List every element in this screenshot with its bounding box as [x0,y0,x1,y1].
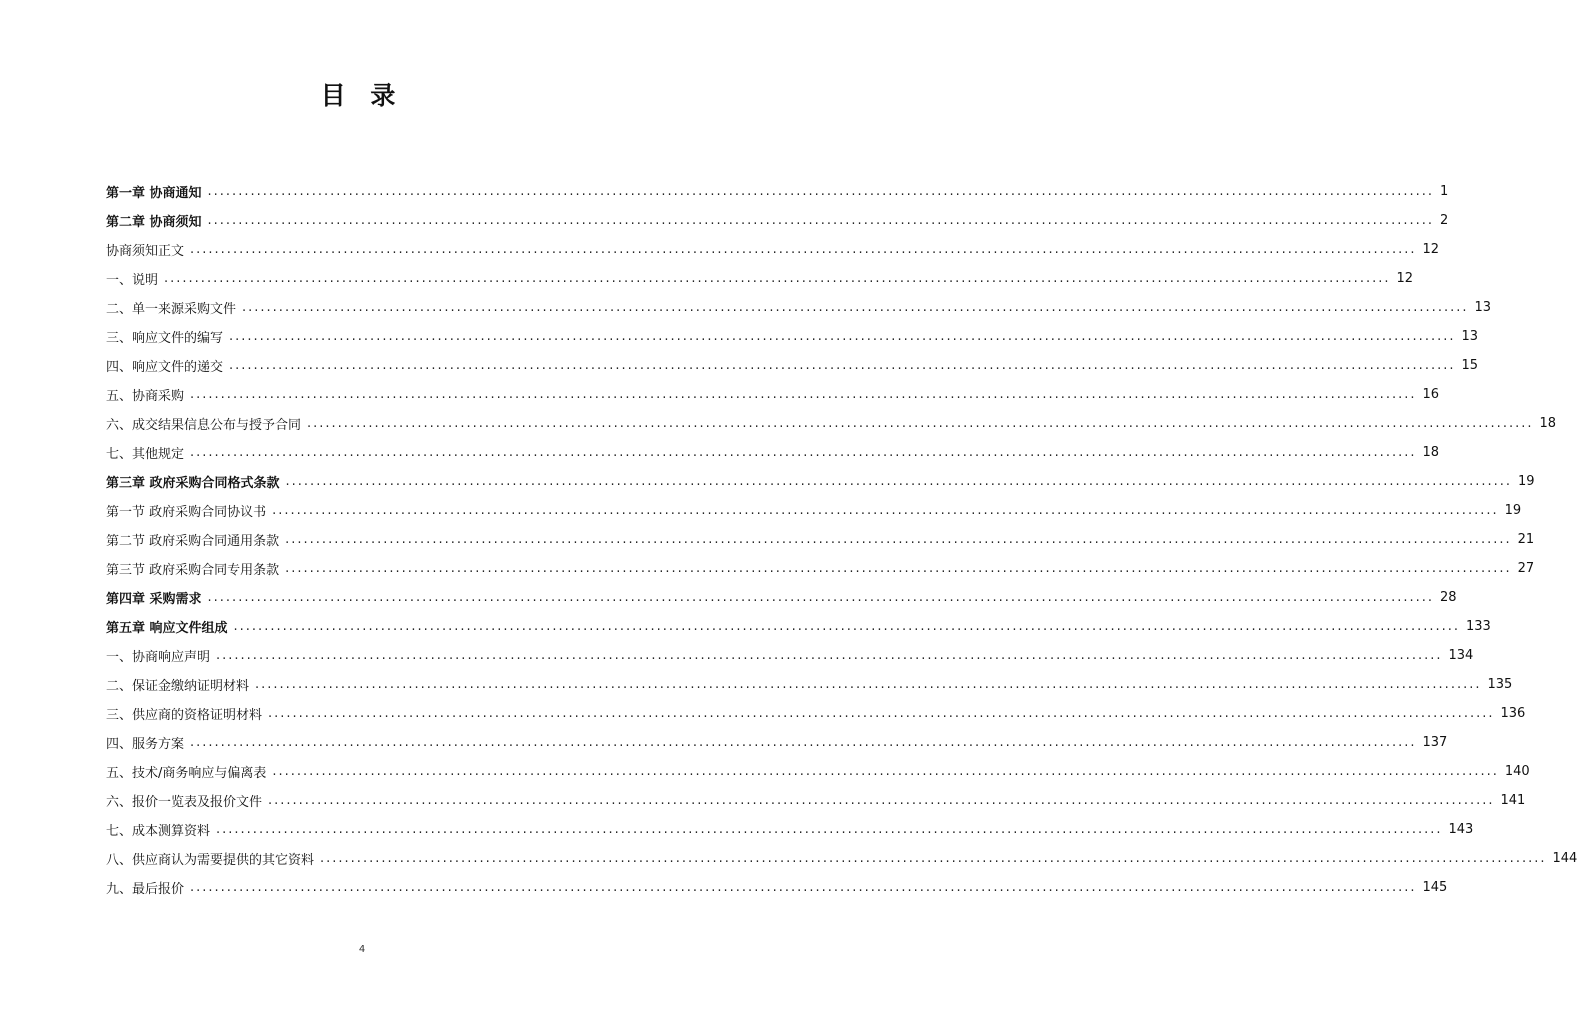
toc-entry-label: 五、技术/商务响应与偏离表 [106,766,267,781]
toc-entry-page: 1 [1440,184,1449,199]
toc-entry-label: 五、协商采购 [106,389,185,404]
toc-dot-leader: ........................................................................................................................................................................................................ [255,677,1482,692]
toc-dot-leader: ........................................................................................................................................................................................................ [229,358,1456,373]
toc-entry[interactable] [106,380,1440,409]
toc-entry[interactable] [106,757,1530,786]
toc-entry-page: 13 [1461,329,1479,344]
toc-entry[interactable] [106,351,1479,380]
toc-dot-leader: ........................................................................................................................................................................................................ [268,793,1495,808]
toc-entry[interactable] [106,467,1535,496]
toc-dot-leader: ........................................................................................................................................................................................................ [207,590,1434,605]
toc-dot-leader: ........................................................................................................................................................................................................ [272,764,1499,779]
toc-dot-leader: ........................................................................................................................................................................................................ [207,184,1434,199]
toc-entry[interactable] [106,177,1449,206]
toc-dot-leader: ........................................................................................................................................................................................................ [268,706,1495,721]
page-number: 4 [358,944,366,955]
toc-entry-page: 145 [1422,880,1448,895]
toc-entry-label: 第二章 协商须知 [106,215,202,230]
toc-dot-leader: ........................................................................................................................................................................................................ [190,735,1417,750]
toc-entry-label: 九、最后报价 [106,882,185,897]
toc-dot-leader: ........................................................................................................................................................................................................ [190,242,1417,257]
toc-dot-leader: ........................................................................................................................................................................................................ [320,851,1547,866]
toc-dot-leader: ........................................................................................................................................................................................................ [272,503,1499,518]
toc-dot-leader: ........................................................................................................................................................................................................ [307,416,1534,431]
toc-entry-label: 八、供应商认为需要提供的其它资料 [106,853,315,868]
toc-entry[interactable] [106,264,1414,293]
toc-entry[interactable] [106,641,1474,670]
toc-entry[interactable] [106,844,1577,873]
toc-dot-leader: ........................................................................................................................................................................................................ [190,880,1417,895]
toc-entry-page: 140 [1504,764,1530,779]
toc-entry-label: 二、单一来源采购文件 [106,302,237,317]
toc-entry[interactable] [106,409,1557,438]
toc-entry-label: 协商须知正文 [106,244,185,259]
toc-entry-page: 12 [1396,271,1414,286]
toc-entry-label: 六、报价一览表及报价文件 [106,795,263,810]
toc-entry[interactable] [106,699,1526,728]
toc-entry[interactable] [106,728,1448,757]
toc-entry-label: 第一节 政府采购合同协议书 [106,505,267,520]
toc-entry[interactable] [106,206,1449,235]
toc-entry-label: 第三节 政府采购合同专用条款 [106,563,280,578]
toc-entry-label: 四、服务方案 [106,737,185,752]
toc-entry-label: 第一章 协商通知 [106,186,202,201]
toc-entry-label: 第四章 采购需求 [106,592,202,607]
document-title: 目 录 [320,81,404,110]
toc-entry-page: 15 [1461,358,1479,373]
toc-entry-page: 18 [1422,445,1440,460]
toc-entry-page: 19 [1504,503,1522,518]
toc-entry[interactable] [106,612,1491,641]
toc-entry-page: 134 [1448,648,1474,663]
toc-entry[interactable] [106,496,1522,525]
toc-entry-page: 21 [1517,532,1535,547]
toc-entry[interactable] [106,873,1448,902]
toc-entry-page: 13 [1474,300,1492,315]
toc-entry[interactable] [106,670,1513,699]
toc-entry-page: 19 [1518,474,1535,489]
toc-entry-label: 第三章 政府采购合同格式条款 [106,476,280,491]
toc-entry[interactable] [106,525,1535,554]
toc-entry-label: 一、说明 [106,273,159,288]
toc-dot-leader: ........................................................................................................................................................................................................ [216,648,1443,663]
toc-dot-leader: ........................................................................................................................................................................................................ [242,300,1469,315]
toc-entry-label: 七、成本测算资料 [106,824,211,839]
toc-entry-label: 第二节 政府采购合同通用条款 [106,534,280,549]
toc-entry-label: 六、成交结果信息公布与授予合同 [106,418,302,433]
toc-entry-page: 144 [1552,851,1577,866]
toc-entry-page: 16 [1422,387,1440,402]
toc-entry-label: 二、保证金缴纳证明材料 [106,679,250,694]
toc-dot-leader: ........................................................................................................................................................................................................ [285,474,1512,489]
toc-entry-page: 28 [1440,590,1457,605]
toc-entry[interactable] [106,583,1457,612]
toc-entry-label: 七、其他规定 [106,447,185,462]
toc-entry[interactable] [106,554,1535,583]
toc-dot-leader: ........................................................................................................................................................................................................ [233,619,1460,634]
toc-entry-page: 18 [1539,416,1557,431]
table-of-contents [106,177,1577,902]
toc-dot-leader: ........................................................................................................................................................................................................ [164,271,1391,286]
toc-dot-leader: ........................................................................................................................................................................................................ [285,561,1512,576]
toc-dot-leader: ........................................................................................................................................................................................................ [285,532,1512,547]
toc-entry[interactable] [106,438,1440,467]
toc-dot-leader: ........................................................................................................................................................................................................ [190,387,1417,402]
toc-entry-page: 141 [1500,793,1526,808]
toc-entry-page: 133 [1466,619,1491,634]
toc-entry-page: 137 [1422,735,1448,750]
toc-dot-leader: ........................................................................................................................................................................................................ [207,213,1434,228]
toc-entry-label: 第五章 响应文件组成 [106,621,228,636]
toc-entry-page: 12 [1422,242,1440,257]
toc-entry-label: 四、响应文件的递交 [106,360,224,375]
toc-entry[interactable] [106,786,1526,815]
toc-entry[interactable] [106,235,1440,264]
toc-entry[interactable] [106,815,1474,844]
toc-entry-label: 一、协商响应声明 [106,650,211,665]
toc-dot-leader: ........................................................................................................................................................................................................ [216,822,1443,837]
toc-entry-label: 三、响应文件的编写 [106,331,224,346]
toc-entry-page: 136 [1500,706,1526,721]
toc-entry-page: 143 [1448,822,1474,837]
toc-entry-label: 三、供应商的资格证明材料 [106,708,263,723]
toc-entry-page: 2 [1440,213,1449,228]
toc-entry[interactable] [106,293,1492,322]
toc-entry-page: 135 [1487,677,1513,692]
toc-dot-leader: ........................................................................................................................................................................................................ [190,445,1417,460]
toc-entry-page: 27 [1517,561,1535,576]
toc-entry[interactable] [106,322,1479,351]
toc-dot-leader: ........................................................................................................................................................................................................ [229,329,1456,344]
